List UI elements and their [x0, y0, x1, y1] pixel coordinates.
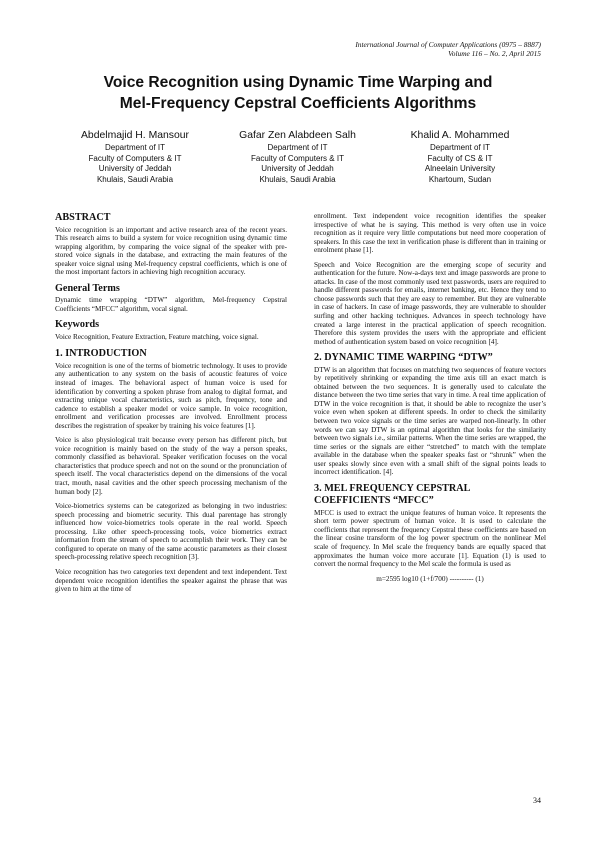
paper-title [48, 72, 548, 114]
abstract-text: Voice recognition is an important and active research area of the recent years. This research aims to build a system for voice recognition using dynamic time wrapping algorithm, by comparing the voice signal of the speaker with pre-stored voice signals in the database, and extracting the main features of the speaker voice signal using Mel-frequency cepstral coefficients, which is one of the most important factors in achieving high recognition accuracy. [55, 225, 287, 277]
keywords-text: Voice Recognition, Feature Extraction, Feature matching, voice signal. [55, 332, 259, 341]
author-1 [54, 129, 216, 185]
journal-volume: Volume 116 – No. 2, April 2015 [448, 49, 541, 59]
mfcc-heading-line-1: 3. MEL FREQUENCY CEPSTRAL [314, 482, 471, 494]
dtw-text: DTW is an algorithm that focuses on matching two sequences of feature vectors by repetitively shrinking or expanding the time axis till an exact match is obtained between the two sequences. It is generally used to calculate the distance between the two time series that vary in time. A real time application of DTW in the voice recognition is that, it should be able to recognize the user’s voice even when spoken at different speeds. In order to check the similarity between two voice signals or the time series are warped non-linearly. In other words we can say DTW is an optimal algorithm that looks for the similarity between two signals i.e., similar patterns. When the time series are wrapped, the time series or the signals are either “stretched” to match with the template available in the database when the speaker speaks fast or “shrunk” when the user speaks slowly since even with a small shift of the signal points leads to incorrect identification. [4]. [314, 365, 546, 477]
author-faculty: Faculty of Computers & IT [88, 153, 182, 163]
introduction-paragraph: Voice recognition is one of the terms of biometric technology. It uses to provide any authentication to any system on the basis of acoustic features of voice instead of images. The behavioral aspect of human voice is used for identification by converting a spoken phrase from analog to digital format, and extracting unique vocal characteristics, such as pitch, frequency, tone and cadence to establish a speaker model or voice sample. In voice recognition, enrollment and verification processes are involved. Enrollment process describes the registration of speaker by training his voice features [1]. [55, 361, 287, 430]
mel-equation: m=2595 log10 (1+f/700) ---------- (1) [376, 574, 484, 583]
introduction-heading: 1. INTRODUCTION [55, 348, 147, 360]
right-column [314, 212, 546, 589]
title-line-2: Mel-Frequency Cepstral Coefficients Algorithms [119, 95, 477, 112]
introduction-paragraph: Voice is also physiological trait because every person has different pitch, but voice recognition is mainly based on the study of the way a person speaks, commonly classified as behavioral. Speaker verification focuses on the vocal characteristics that produce speech and not on the sound or the pronunciation of speech itself. The vocal characteristics depend on the dimensions of the vocal tract, mouth, nasal cavities and the other speech processing mechanism of the human body [2]. [55, 436, 287, 496]
dtw-heading: 2. DYNAMIC TIME WARPING “DTW” [314, 352, 493, 364]
author-location: Khulais, Saudi Arabia [259, 174, 336, 184]
author-name: Abdelmajid H. Mansour [81, 130, 189, 141]
author-faculty: Faculty of CS & IT [427, 153, 493, 163]
author-faculty: Faculty of Computers & IT [251, 153, 344, 163]
page-number: 34 [533, 796, 541, 805]
author-department: Department of IT [267, 143, 328, 152]
introduction-paragraph: Voice recognition has two categories text dependent and text independent. Text dependent voice recognition identifies the speaker against the phrase that was given to him at the time of [55, 567, 287, 594]
general-terms-text: Dynamic time wrapping “DTW” algorithm, Mel-frequency Cepstral Coefficients “MFCC” algorithm, vocal signal. [55, 296, 287, 313]
body-paragraph: Speech and Voice Recognition are the emerging scope of security and authentication for the future. Now-a-days text and image passwords are prone to attacks. In case of the most commonly used text passwords, users are required to handle different passwords for emails, internet banking, etc. Hence they tend to choose passwords such that they are easy to remember. But they are vulnerable in case of hackers. In case of image passwords, they are vulnerable to shoulder surfing and other hacking techniques. Advances in speech technology have created a large interest in the practical application of speech recognition. Therefore this system provides the users with the appropriate and efficient method of authentication system based on voice recognition [4]. [314, 260, 546, 346]
author-name: Gafar Zen Alabdeen Salh [239, 130, 356, 141]
author-3 [379, 129, 541, 185]
author-block [54, 129, 541, 185]
abstract-heading: ABSTRACT [55, 212, 111, 223]
author-name: Khalid A. Mohammed [410, 130, 510, 141]
author-university: University of Jeddah [261, 164, 334, 174]
author-university: Alneelain University [424, 164, 496, 174]
general-terms-heading: General Terms [55, 282, 120, 294]
author-2 [217, 129, 379, 185]
keywords-heading: Keywords [55, 319, 100, 331]
author-department: Department of IT [104, 143, 166, 152]
mfcc-heading-line-2: COEFFICIENTS “MFCC” [314, 495, 434, 507]
journal-name: International Journal of Computer Applications (0975 – 8887) [355, 40, 541, 49]
introduction-paragraph: Voice-biometrics systems can be categorized as belonging in two industries: speech processing and biometric security. This dual parentage has strongly influenced how voice-biometrics tools operate in the real world. Speech processing. Like other speech-processing tools, voice biometrics extract information from the stream of speech to accomplish their work. They can be configured to operate on many of the same acoustic parameters as their closest speech-processing relative speech recognition [3]. [55, 502, 287, 562]
mfcc-text: MFCC is used to extract the unique features of human voice. It represents the short term power spectrum of human voice. It is used to calculate the coefficients that represent the frequency Cepstral these coefficients are based on the linear cosine transform of the log power spectrum on the nonlinear Mel scale of frequency. In Mel scale the frequency bands are equally spaced that approximates the human voice more accurate [1]. Equation (1) is used to convert the normal frequency to the Mel scale the formula is used as [314, 508, 546, 569]
left-column [55, 212, 287, 600]
author-university: University of Jeddah [98, 164, 172, 174]
body-paragraph: enrollment. Text independent voice recognition identifies the speaker irrespective of what he is saying. This method is very often use in voice recognition as it require very little computations but need more cooperation of speakers. In this case the text in verification phase is different than in training or enrolment phase [1]. [314, 212, 546, 255]
mfcc-heading [314, 483, 546, 508]
journal-header [181, 40, 541, 59]
author-location: Khartoum, Sudan [428, 174, 492, 184]
author-location: Khulais, Saudi Arabia [96, 174, 174, 184]
author-department: Department of IT [429, 143, 491, 152]
title-line-1: Voice Recognition using Dynamic Time Warping and [103, 74, 493, 91]
